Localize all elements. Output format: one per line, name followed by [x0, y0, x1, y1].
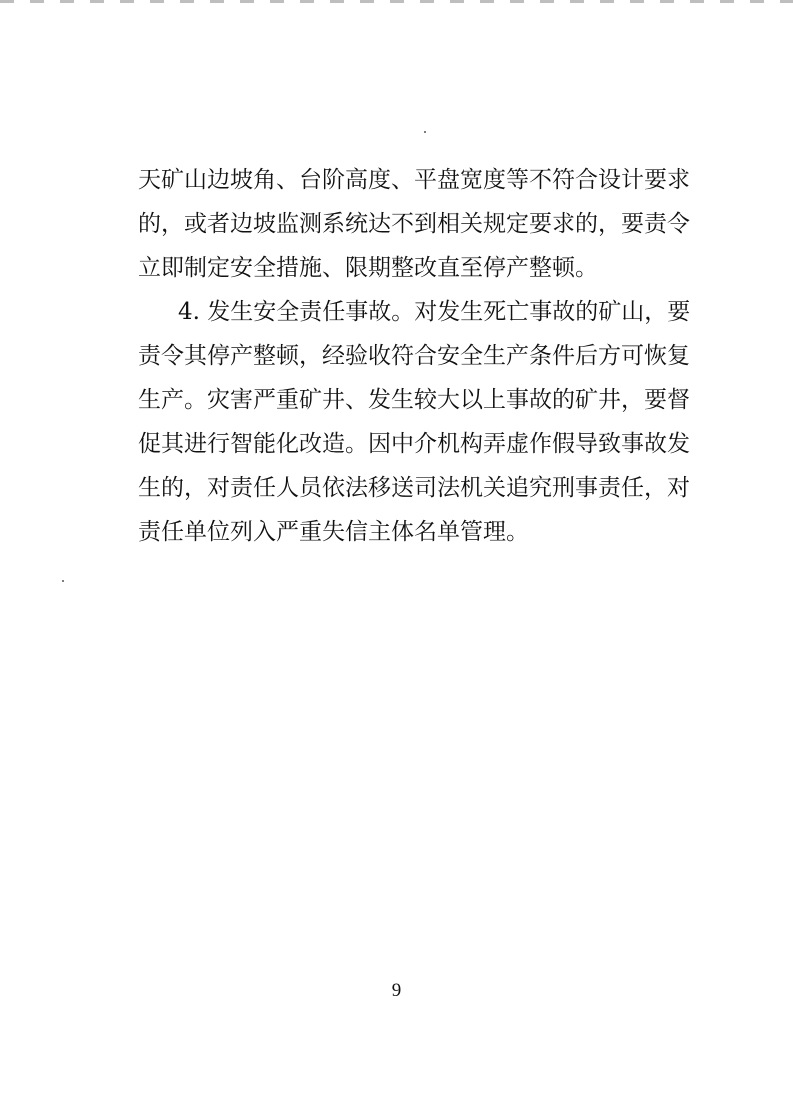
scan-top-edge [0, 0, 793, 3]
text-line: 天矿山边坡角、台阶高度、平盘宽度等不符合设计要求 [138, 167, 690, 193]
text-line: 促其进行智能化改造。因中介机构弄虚作假导致事故发 [138, 431, 690, 457]
text-line: 责任单位列入严重失信主体名单管理。 [138, 519, 529, 545]
scan-speck [62, 580, 64, 582]
paragraph-heading-line: 4. 发生安全责任事故。对发生死亡事故的矿山，要 [178, 299, 691, 325]
text-line: 生的，对责任人员依法移送司法机关追究刑事责任，对 [138, 475, 690, 501]
page-number: 9 [391, 980, 402, 1001]
text-line: 立即制定安全措施、限期整改直至停产整顿。 [138, 255, 598, 281]
body-text [138, 158, 691, 554]
text-line: 的，或者边坡监测系统达不到相关规定要求的，要责令 [138, 211, 690, 237]
scan-speck [424, 131, 426, 133]
text-line: 责令其停产整顿，经验收符合安全生产条件后方可恢复 [138, 343, 690, 369]
text-line: 生产。灾害严重矿井、发生较大以上事故的矿井，要督 [138, 387, 690, 413]
